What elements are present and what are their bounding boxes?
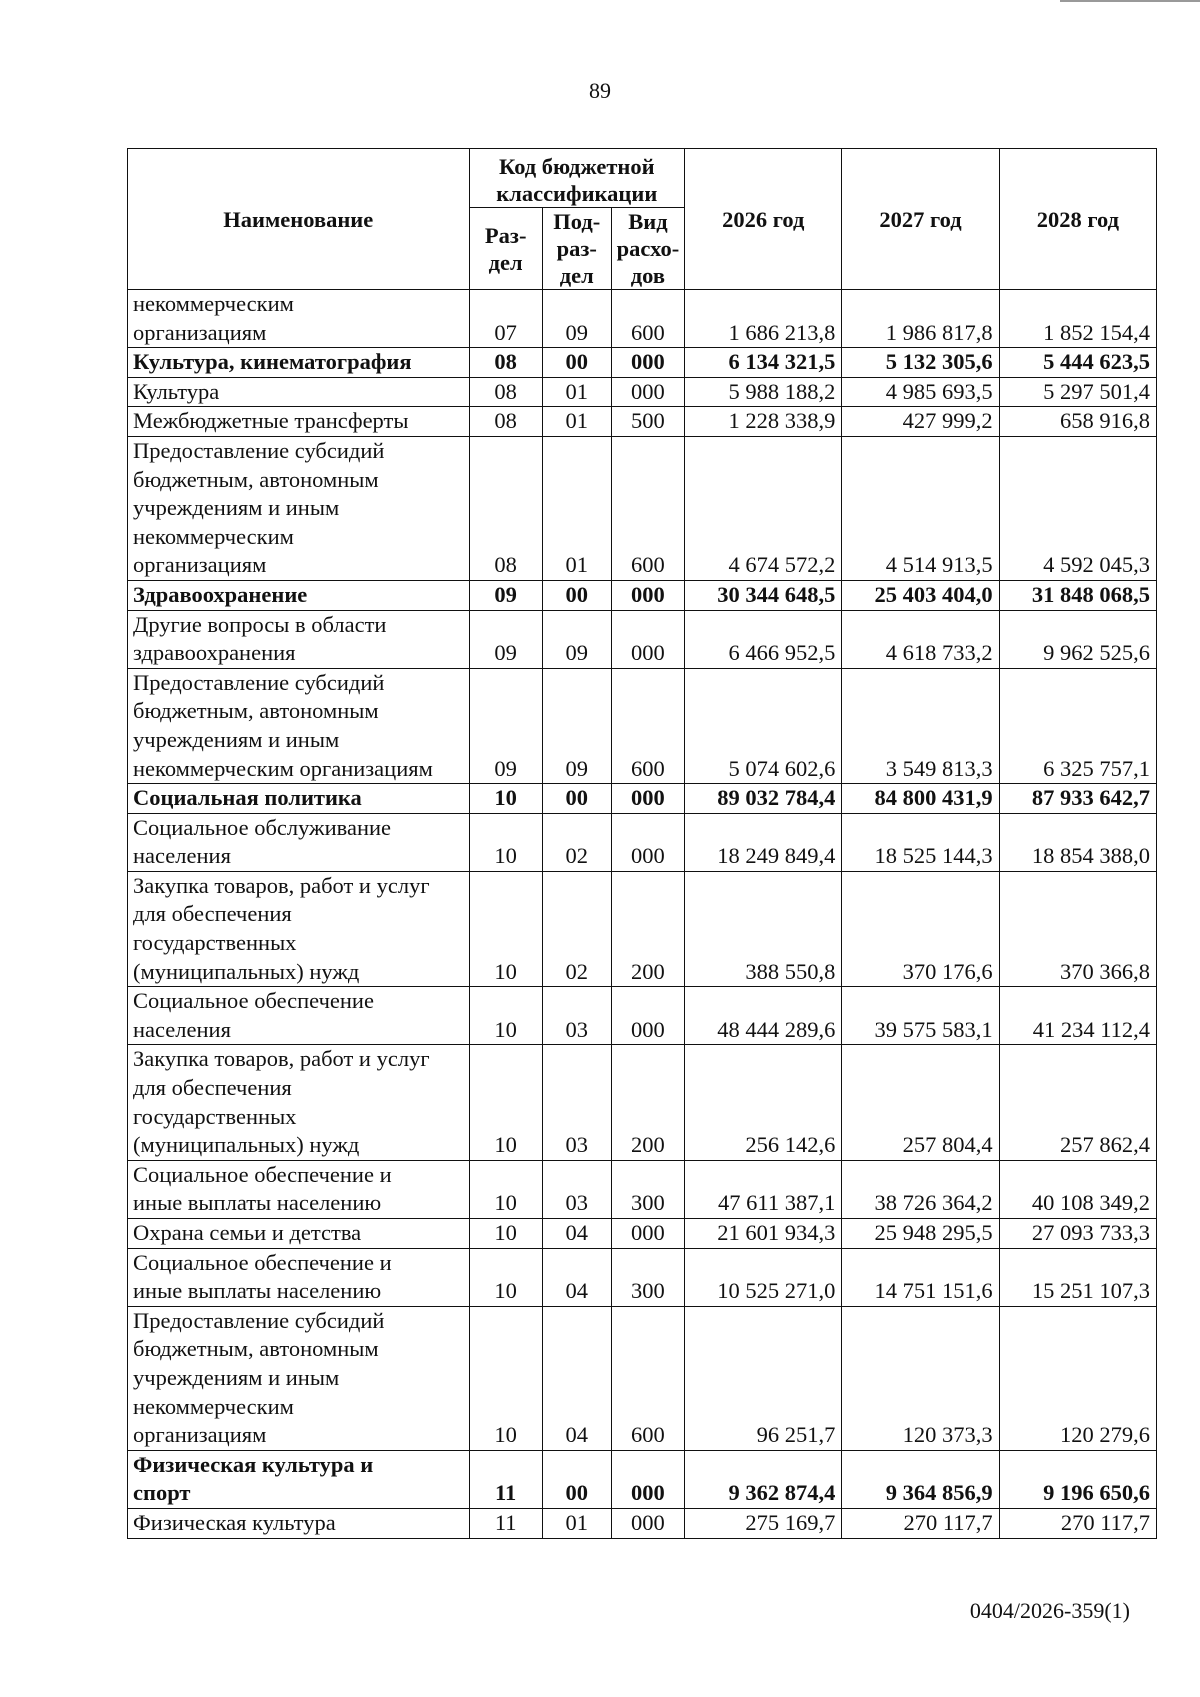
row-name: Закупка товаров, работ и услуг для обеспечения государственных (муниципальных) нужд [128, 1045, 470, 1160]
row-value-2028: 41 234 112,4 [999, 987, 1156, 1045]
row-value-2026: 48 444 289,6 [685, 987, 842, 1045]
row-podrazdel: 00 [542, 1450, 611, 1508]
table-row [128, 987, 1157, 1045]
row-razdel: 08 [469, 348, 542, 378]
row-razdel: 10 [469, 871, 542, 986]
row-value-2027: 120 373,3 [842, 1306, 999, 1450]
header-podrazdel: Под- раз- дел [542, 208, 611, 290]
row-value-2026: 21 601 934,3 [685, 1219, 842, 1249]
row-name: Физическая культура и спорт [128, 1450, 470, 1508]
row-value-2026: 96 251,7 [685, 1306, 842, 1450]
table-row [128, 377, 1157, 407]
row-value-2027: 257 804,4 [842, 1045, 999, 1160]
table-row [128, 871, 1157, 986]
row-vid: 000 [611, 784, 684, 814]
row-podrazdel: 09 [542, 290, 611, 348]
row-podrazdel: 01 [542, 1508, 611, 1538]
row-vid: 600 [611, 668, 684, 783]
row-vid: 200 [611, 871, 684, 986]
row-razdel: 07 [469, 290, 542, 348]
header-2026: 2026 год [685, 149, 842, 290]
row-podrazdel: 03 [542, 987, 611, 1045]
table-row [128, 407, 1157, 437]
row-podrazdel: 09 [542, 610, 611, 668]
row-name: некоммерческим организациям [128, 290, 470, 348]
row-value-2028: 15 251 107,3 [999, 1248, 1156, 1306]
table-body [128, 290, 1157, 1539]
row-name: Социальное обеспечение населения [128, 987, 470, 1045]
row-value-2026: 275 169,7 [685, 1508, 842, 1538]
row-razdel: 09 [469, 580, 542, 610]
row-value-2027: 427 999,2 [842, 407, 999, 437]
row-vid: 000 [611, 1219, 684, 1249]
row-value-2027: 18 525 144,3 [842, 813, 999, 871]
row-value-2027: 4 514 913,5 [842, 436, 999, 580]
row-value-2027: 370 176,6 [842, 871, 999, 986]
row-vid: 600 [611, 290, 684, 348]
row-value-2028: 9 196 650,6 [999, 1450, 1156, 1508]
table-row [128, 610, 1157, 668]
row-razdel: 09 [469, 610, 542, 668]
row-razdel: 10 [469, 813, 542, 871]
row-name: Культура [128, 377, 470, 407]
row-razdel: 08 [469, 377, 542, 407]
row-name: Межбюджетные трансферты [128, 407, 470, 437]
row-value-2028: 40 108 349,2 [999, 1160, 1156, 1218]
row-value-2028: 120 279,6 [999, 1306, 1156, 1450]
row-vid: 600 [611, 1306, 684, 1450]
row-vid: 000 [611, 580, 684, 610]
row-name: Предоставление субсидий бюджетным, автономным учреждениям и иным некоммерческим организациям [128, 1306, 470, 1450]
row-value-2028: 87 933 642,7 [999, 784, 1156, 814]
row-vid: 000 [611, 987, 684, 1045]
row-podrazdel: 03 [542, 1045, 611, 1160]
row-razdel: 08 [469, 436, 542, 580]
row-value-2028: 370 366,8 [999, 871, 1156, 986]
row-name: Социальное обслуживание населения [128, 813, 470, 871]
row-razdel: 11 [469, 1450, 542, 1508]
row-value-2026: 47 611 387,1 [685, 1160, 842, 1218]
row-value-2026: 9 362 874,4 [685, 1450, 842, 1508]
table-row [128, 668, 1157, 783]
row-value-2026: 6 134 321,5 [685, 348, 842, 378]
document-code: 0404/2026-359(1) [969, 1598, 1130, 1623]
row-value-2026: 10 525 271,0 [685, 1248, 842, 1306]
row-name: Физическая культура [128, 1508, 470, 1538]
row-value-2026: 5 074 602,6 [685, 668, 842, 783]
row-value-2026: 1 228 338,9 [685, 407, 842, 437]
row-name: Социальная политика [128, 784, 470, 814]
row-podrazdel: 04 [542, 1306, 611, 1450]
table-row [128, 348, 1157, 378]
row-razdel: 10 [469, 1219, 542, 1249]
row-podrazdel: 00 [542, 580, 611, 610]
row-value-2027: 3 549 813,3 [842, 668, 999, 783]
top-edge-rule [1060, 0, 1200, 2]
row-value-2027: 39 575 583,1 [842, 987, 999, 1045]
header-vid: Вид расхо- дов [611, 208, 684, 290]
row-podrazdel: 01 [542, 377, 611, 407]
row-value-2027: 25 948 295,5 [842, 1219, 999, 1249]
table-header [128, 149, 1157, 290]
row-razdel: 10 [469, 1306, 542, 1450]
row-name: Охрана семьи и детства [128, 1219, 470, 1249]
row-value-2028: 31 848 068,5 [999, 580, 1156, 610]
row-value-2026: 30 344 648,5 [685, 580, 842, 610]
row-value-2027: 270 117,7 [842, 1508, 999, 1538]
table-row [128, 1045, 1157, 1160]
row-name: Социальное обеспечение и иные выплаты населению [128, 1248, 470, 1306]
header-razdel: Раз- дел [469, 208, 542, 290]
row-razdel: 10 [469, 1160, 542, 1218]
row-value-2027: 5 132 305,6 [842, 348, 999, 378]
row-name: Предоставление субсидий бюджетным, автономным учреждениям и иным некоммерческим организациям [128, 668, 470, 783]
table-row [128, 290, 1157, 348]
row-value-2027: 4 985 693,5 [842, 377, 999, 407]
row-value-2026: 89 032 784,4 [685, 784, 842, 814]
row-razdel: 10 [469, 1045, 542, 1160]
table-row [128, 1508, 1157, 1538]
row-vid: 000 [611, 377, 684, 407]
row-podrazdel: 02 [542, 813, 611, 871]
row-vid: 500 [611, 407, 684, 437]
row-podrazdel: 02 [542, 871, 611, 986]
row-vid: 000 [611, 813, 684, 871]
row-value-2027: 84 800 431,9 [842, 784, 999, 814]
row-value-2028: 1 852 154,4 [999, 290, 1156, 348]
row-value-2026: 18 249 849,4 [685, 813, 842, 871]
table-row [128, 1248, 1157, 1306]
row-name: Закупка товаров, работ и услуг для обеспечения государственных (муниципальных) нужд [128, 871, 470, 986]
row-value-2026: 5 988 188,2 [685, 377, 842, 407]
row-podrazdel: 00 [542, 348, 611, 378]
row-razdel: 08 [469, 407, 542, 437]
table-row [128, 1306, 1157, 1450]
row-value-2026: 256 142,6 [685, 1045, 842, 1160]
row-value-2026: 388 550,8 [685, 871, 842, 986]
row-razdel: 10 [469, 987, 542, 1045]
table-row [128, 1219, 1157, 1249]
row-value-2026: 6 466 952,5 [685, 610, 842, 668]
row-vid: 000 [611, 1508, 684, 1538]
table-row [128, 436, 1157, 580]
table-row [128, 784, 1157, 814]
table-row [128, 813, 1157, 871]
row-value-2026: 4 674 572,2 [685, 436, 842, 580]
row-value-2028: 9 962 525,6 [999, 610, 1156, 668]
row-name: Социальное обеспечение и иные выплаты населению [128, 1160, 470, 1218]
row-value-2027: 38 726 364,2 [842, 1160, 999, 1218]
row-value-2027: 1 986 817,8 [842, 290, 999, 348]
row-value-2027: 25 403 404,0 [842, 580, 999, 610]
row-vid: 200 [611, 1045, 684, 1160]
row-vid: 300 [611, 1248, 684, 1306]
table-row [128, 580, 1157, 610]
row-value-2028: 18 854 388,0 [999, 813, 1156, 871]
row-razdel: 10 [469, 1248, 542, 1306]
row-podrazdel: 04 [542, 1219, 611, 1249]
row-vid: 000 [611, 348, 684, 378]
row-razdel: 11 [469, 1508, 542, 1538]
row-value-2028: 257 862,4 [999, 1045, 1156, 1160]
row-value-2028: 5 297 501,4 [999, 377, 1156, 407]
row-name: Культура, кинематография [128, 348, 470, 378]
header-code-group: Код бюджетной классификации [469, 149, 685, 208]
row-value-2028: 270 117,7 [999, 1508, 1156, 1538]
row-podrazdel: 04 [542, 1248, 611, 1306]
row-vid: 300 [611, 1160, 684, 1218]
row-razdel: 09 [469, 668, 542, 783]
row-podrazdel: 09 [542, 668, 611, 783]
row-value-2028: 5 444 623,5 [999, 348, 1156, 378]
header-name: Наименование [128, 149, 470, 290]
row-vid: 600 [611, 436, 684, 580]
row-value-2028: 6 325 757,1 [999, 668, 1156, 783]
budget-table [127, 148, 1157, 1539]
row-value-2026: 1 686 213,8 [685, 290, 842, 348]
row-razdel: 10 [469, 784, 542, 814]
row-podrazdel: 01 [542, 407, 611, 437]
row-vid: 000 [611, 1450, 684, 1508]
row-podrazdel: 00 [542, 784, 611, 814]
row-name: Другие вопросы в области здравоохранения [128, 610, 470, 668]
row-name: Здравоохранение [128, 580, 470, 610]
row-podrazdel: 01 [542, 436, 611, 580]
row-name: Предоставление субсидий бюджетным, автономным учреждениям и иным некоммерческим организациям [128, 436, 470, 580]
row-value-2027: 4 618 733,2 [842, 610, 999, 668]
header-2027: 2027 год [842, 149, 999, 290]
row-vid: 000 [611, 610, 684, 668]
row-value-2028: 27 093 733,3 [999, 1219, 1156, 1249]
row-value-2027: 14 751 151,6 [842, 1248, 999, 1306]
row-value-2028: 4 592 045,3 [999, 436, 1156, 580]
row-podrazdel: 03 [542, 1160, 611, 1218]
row-value-2027: 9 364 856,9 [842, 1450, 999, 1508]
header-2028: 2028 год [999, 149, 1156, 290]
row-value-2028: 658 916,8 [999, 407, 1156, 437]
page-number: 89 [589, 78, 611, 103]
table-row [128, 1450, 1157, 1508]
table-row [128, 1160, 1157, 1218]
